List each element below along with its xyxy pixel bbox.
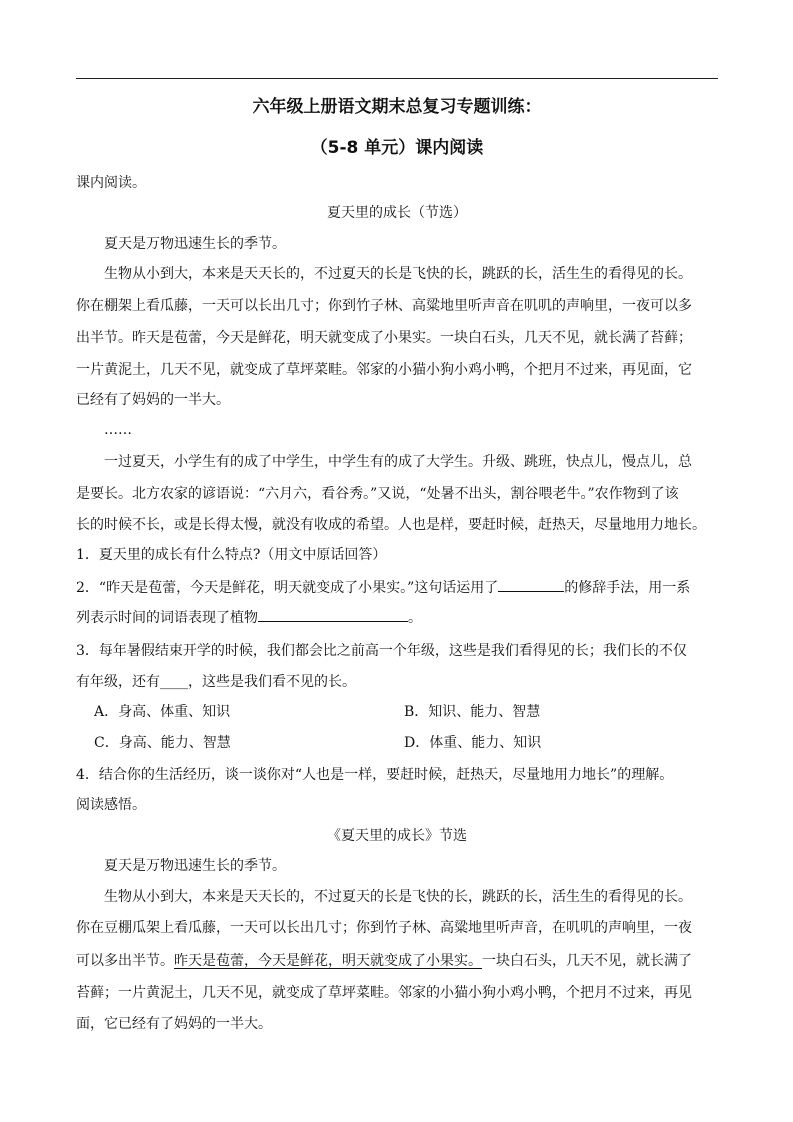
section2-para2-line2: 你在豆棚瓜架上看瓜藤，一天可以长出几寸；你到竹子林、高粱地里听声音，在叽叽的声响里，一夜 bbox=[76, 920, 692, 936]
header-rule bbox=[76, 78, 718, 79]
section2-para2-line4: 苔藓；一片黄泥土，几天不见，就变成了草坪菜畦。邻家的小猫小狗小鸡小鸭，个把月不过来，再见 bbox=[76, 985, 692, 1001]
question-2-line2 bbox=[76, 607, 718, 628]
section2-intro: 阅读感悟。 bbox=[76, 797, 146, 813]
section2-para2-line5: 面，它已经有了妈妈的一半大。 bbox=[76, 1016, 272, 1032]
page-title: 六年级上册语文期末总复习专题训练： bbox=[252, 97, 542, 117]
question-2-text-d: 。 bbox=[408, 610, 422, 626]
answer-blank-plant[interactable] bbox=[258, 607, 408, 622]
section1-para2-line3: 出半节。昨天是苞蕾，今天是鲜花，明天就变成了小果实。一块白石头，几天不见，就长满了苔藓； bbox=[76, 330, 692, 346]
section1-para3-line1: 一过夏天，小学生有的成了中学生，中学生有的成了大学生。升级、跳班，快点儿，慢点儿，总 bbox=[104, 454, 692, 470]
section1-para2-line5: 已经有了妈妈的一半大。 bbox=[76, 392, 230, 408]
question-3-line2: 有年级，还有____，这些是我们看不见的长。 bbox=[76, 674, 356, 690]
section2-para2-line3 bbox=[76, 951, 718, 971]
option-d[interactable]: D．体重、能力、知识 bbox=[404, 735, 542, 751]
question-1: 1．夏天里的成长有什么特点?（用文中原话回答） bbox=[76, 547, 387, 563]
underlined-sentence: 昨天是苞蕾，今天是鲜花，明天就变成了小果实。 bbox=[174, 953, 482, 969]
section2-passage-title: 《夏天里的成长》节选 bbox=[327, 828, 467, 844]
ellipsis: …… bbox=[104, 422, 132, 438]
section1-passage-title: 夏天里的成长（节选） bbox=[327, 205, 467, 221]
question-2-text-c: 列表示时间的词语表现了植物 bbox=[76, 610, 258, 626]
section1-para1: 夏天是万物迅速生长的季节。 bbox=[104, 236, 286, 252]
section1-intro: 课内阅读。 bbox=[76, 175, 146, 191]
section1-para3-line3: 长的时候不长，或是长得太慢，就没有收成的希望。人也是样，要赶时候，赶热天，尽量地用力地长。 bbox=[76, 517, 706, 533]
section1-para2-line4: 一片黄泥土，几天不见，就变成了草坪菜畦。邻家的小猫小狗小鸡小鸭，个把月不过来，再见面，它 bbox=[76, 362, 692, 378]
question-3-line1: 3．每年暑假结束开学的时候，我们都会比之前高一个年级，这些是我们看得见的长；我们长的不仅 bbox=[76, 643, 687, 659]
section1-para3-line2: 是要长。北方农家的谚语说：“六月六，看谷秀。”又说，“处暑不出头，割谷喂老牛。”农作物到了该 bbox=[76, 486, 679, 502]
section2-text-pre: 可以多出半节。 bbox=[76, 953, 174, 969]
question-2-text-b: 的修辞手法，用一系 bbox=[564, 580, 691, 596]
option-b[interactable]: B．知识、能力、智慧 bbox=[404, 704, 541, 720]
question-4: 4．结合你的生活经历，谈一谈你对“人也是一样，要赶时候，赶热天，尽量地用力地长”的理解。 bbox=[76, 767, 674, 783]
section1-para2-line1: 生物从小到大，本来是天天长的，不过夏天的长是飞快的长，跳跃的长，活生生的看得见的长。 bbox=[104, 266, 692, 282]
option-c[interactable]: C．身高、能力、智慧 bbox=[94, 735, 231, 751]
section2-text-post: 一块白石头，几天不见，就长满了 bbox=[482, 953, 692, 969]
section2-para1: 夏天是万物迅速生长的季节。 bbox=[104, 858, 286, 874]
question-2-line1 bbox=[76, 577, 718, 598]
option-a[interactable]: A．身高、体重、知识 bbox=[94, 704, 231, 720]
section1-para2-line2: 你在棚架上看瓜藤，一天可以长出几寸；你到竹子林、高粱地里听声音在叽叽的声响里，一夜可以多 bbox=[76, 298, 692, 314]
question-2-text-a: 2．“昨天是苞蕾，今天是鲜花，明天就变成了小果实。”这句话运用了 bbox=[76, 580, 499, 596]
answer-blank-rhetoric[interactable] bbox=[498, 577, 564, 592]
section2-para2-line1: 生物从小到大，本来是天天长的，不过夏天的长是飞快的长，跳跃的长，活生生的看得见的长。 bbox=[104, 889, 692, 905]
page-subtitle: （5-8 单元）课内阅读 bbox=[310, 138, 484, 158]
